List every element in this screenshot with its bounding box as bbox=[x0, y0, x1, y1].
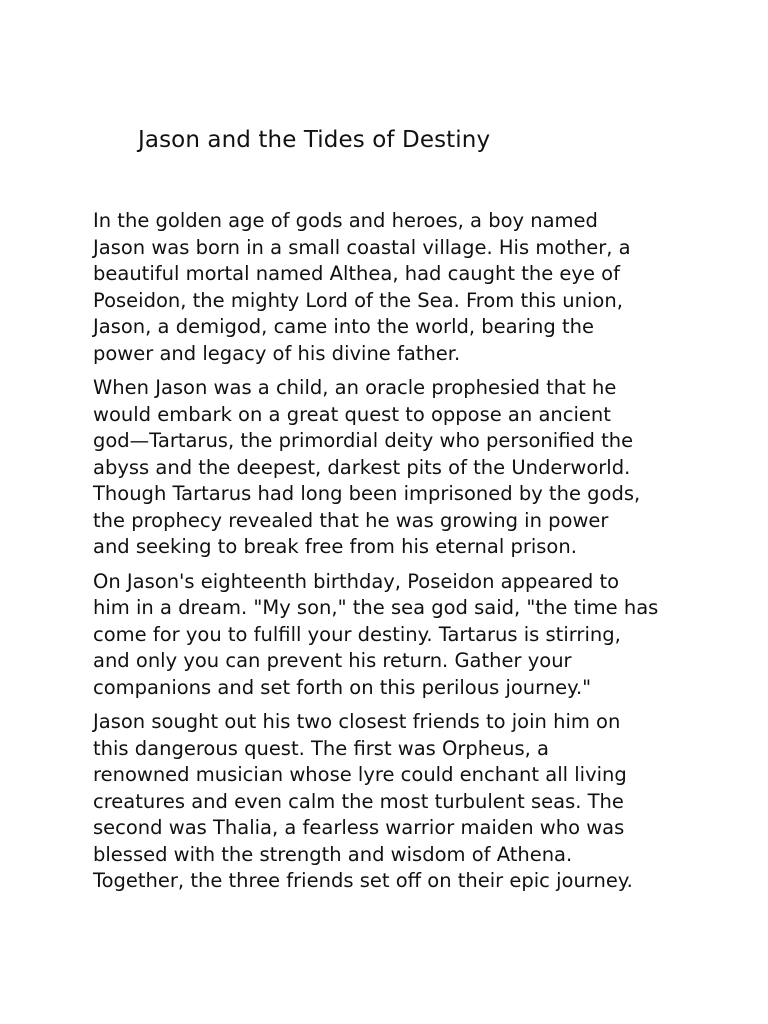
text-line: creatures and even calm the most turbulent seas. The bbox=[93, 789, 624, 813]
text-line: Jason was born in a small coastal village. His mother, a bbox=[93, 235, 631, 259]
paragraph-1 bbox=[93, 208, 683, 367]
paragraph-3 bbox=[93, 569, 683, 702]
text-line: him in a dream. "My son," the sea god said, "the time has bbox=[93, 596, 659, 619]
text-line: blessed with the strength and wisdom of Athena. bbox=[93, 842, 573, 866]
text-line: second was Thalia, a fearless warrior maiden who was bbox=[93, 816, 625, 839]
text-line: and seeking to break free from his eternal prison. bbox=[93, 535, 577, 558]
text-line: come for you to fulfill your destiny. Tartarus is stirring, bbox=[93, 622, 621, 646]
text-line: abyss and the deepest, darkest pits of the Underworld. bbox=[93, 455, 631, 479]
text-line: would embark on a great quest to oppose an ancient bbox=[93, 402, 611, 426]
text-line: this dangerous quest. The first was Orpheus, a bbox=[93, 736, 550, 760]
paragraph-4 bbox=[93, 709, 683, 895]
text-line: Poseidon, the mighty Lord of the Sea. From this union, bbox=[93, 288, 623, 312]
text-line: In the golden age of gods and heroes, a boy named bbox=[93, 209, 598, 232]
text-line: When Jason was a child, an oracle prophesied that he bbox=[93, 376, 617, 399]
text-line: god—Tartarus, the primordial deity who personified the bbox=[93, 429, 634, 452]
text-line: companions and set forth on this perilous journey." bbox=[93, 675, 592, 699]
text-line: power and legacy of his divine father. bbox=[93, 341, 461, 365]
paragraph-2 bbox=[93, 375, 683, 561]
text-line: Jason sought out his two closest friends to join him on bbox=[93, 710, 621, 733]
document-body bbox=[93, 208, 683, 903]
text-line: Though Tartarus had long been imprisoned by the gods, bbox=[93, 482, 641, 505]
text-line: Together, the three friends set off on their epic journey. bbox=[93, 869, 633, 892]
text-line: beautiful mortal named Althea, had caught the eye of bbox=[93, 262, 620, 285]
text-line: the prophecy revealed that he was growing in power bbox=[93, 508, 609, 532]
document-title: Jason and the Tides of Destiny bbox=[138, 127, 491, 153]
text-line: On Jason's eighteenth birthday, Poseidon appeared to bbox=[93, 569, 620, 593]
text-line: Jason, a demigod, came into the world, bearing the bbox=[93, 315, 594, 338]
text-line: and only you can prevent his return. Gather your bbox=[93, 649, 572, 672]
text-line: renowned musician whose lyre could enchant all living bbox=[93, 763, 627, 786]
